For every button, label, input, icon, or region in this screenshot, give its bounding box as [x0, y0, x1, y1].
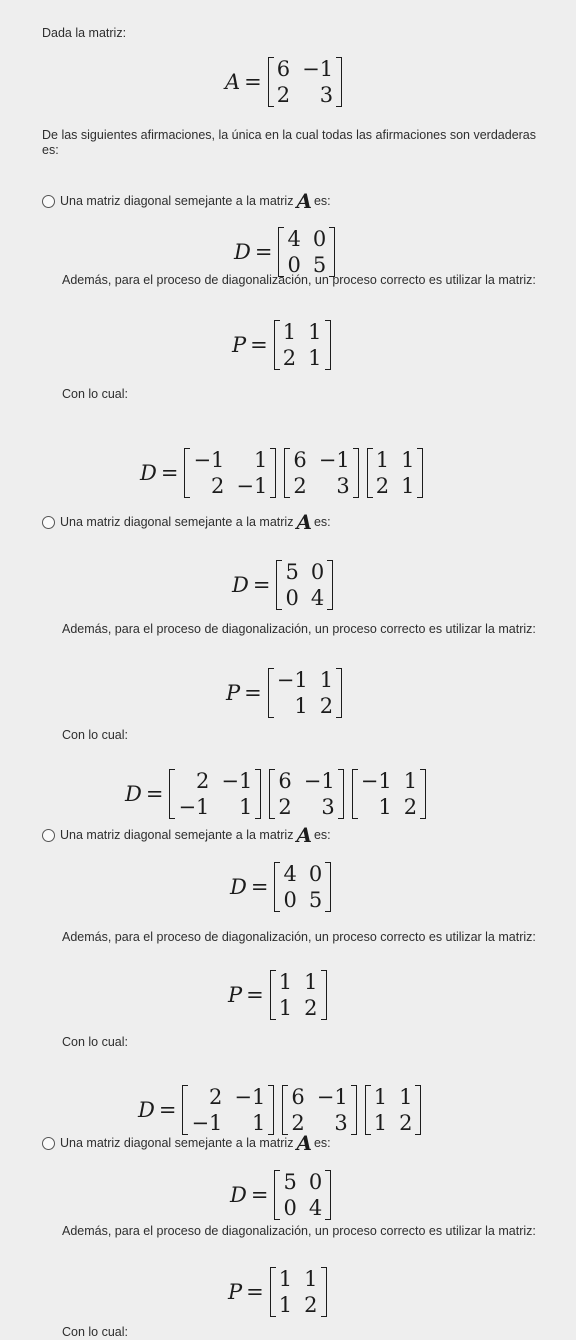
matrix-entry: 5 [283, 1170, 297, 1194]
diagonal-matrix-d [230, 862, 339, 912]
con-lo-cual-label: Con lo cual: [62, 728, 129, 742]
matrix-label: P [226, 681, 241, 705]
matrix-entry: 1 [278, 1267, 293, 1291]
matrix-a-symbol: A [296, 189, 312, 213]
matrix-entry: 1 [308, 346, 322, 370]
matrix-entry: 3 [319, 83, 334, 107]
process-statement: Además, para el proceso de diagonalización, un proceso correcto es utilizar la matriz: [62, 930, 536, 944]
equals-sign: = [250, 875, 269, 899]
matrix-a-symbol: A [296, 823, 312, 847]
matrix-entry: 3 [334, 1111, 348, 1135]
matrix-entry: 6 [293, 448, 307, 472]
equals-sign: = [158, 1098, 177, 1122]
matrix-label: P [228, 1280, 243, 1304]
equals-sign: = [250, 1183, 269, 1207]
matrix-entry: 2 [403, 795, 418, 819]
matrix [278, 227, 335, 277]
matrix [270, 1267, 327, 1317]
matrix-entry: 1 [282, 320, 297, 344]
equals-sign: = [145, 782, 164, 806]
matrix-entry: 1 [278, 970, 293, 994]
matrix [274, 1170, 331, 1220]
answer-option-3[interactable] [42, 823, 331, 847]
change-of-basis-matrix-p [228, 970, 335, 1020]
matrix [269, 769, 343, 819]
matrix-entry: 0 [287, 253, 301, 277]
matrix-entry: −1 [360, 769, 392, 793]
equals-sign: = [254, 240, 273, 264]
option-text: Una matriz diagonal semejante a la matriz [60, 194, 294, 208]
matrix-entry: 2 [319, 694, 334, 718]
matrix [274, 320, 331, 370]
matrix-entry: 1 [278, 996, 293, 1020]
matrix-entry: 5 [285, 560, 299, 584]
change-of-basis-matrix-p [226, 668, 350, 718]
diagonalization-product [140, 448, 431, 498]
matrix-label: D [140, 461, 157, 485]
equals-sign: = [244, 681, 262, 705]
matrix-a-symbol: A [296, 1131, 312, 1155]
matrix-entry: 5 [308, 888, 323, 912]
equals-sign: = [160, 461, 179, 485]
matrix-entry: 2 [278, 795, 292, 819]
matrix-entry: −1 [303, 769, 335, 793]
matrix-entry: 2 [399, 1111, 413, 1135]
option-text-suffix: es: [313, 1136, 331, 1150]
answer-option-1[interactable] [42, 189, 331, 213]
diagonal-matrix-d [234, 227, 343, 277]
matrix-label: P [228, 983, 243, 1007]
diagonal-matrix-d [230, 1170, 339, 1220]
matrix-entry: 4 [308, 1196, 323, 1220]
con-lo-cual-label: Con lo cual: [62, 1035, 129, 1049]
matrix-entry: 1 [319, 668, 334, 692]
equals-sign: = [250, 333, 268, 357]
matrix-entry: 1 [375, 448, 390, 472]
matrix-entry: 1 [239, 795, 253, 819]
matrix-entry: 1 [373, 1111, 388, 1135]
matrix-entry: 0 [308, 1170, 323, 1194]
process-statement: Además, para el proceso de diagonalización, un proceso correcto es utilizar la matriz: [62, 273, 536, 287]
matrix-a-symbol: A [296, 510, 312, 534]
matrix-entry: 2 [375, 474, 390, 498]
radio-button[interactable] [42, 1137, 55, 1150]
diagonal-matrix-d [232, 560, 341, 610]
matrix-entry: 2 [196, 769, 210, 793]
con-lo-cual-label: Con lo cual: [62, 1325, 129, 1339]
matrix-entry: −1 [276, 668, 308, 692]
option-text: Una matriz diagonal semejante a la matriz [60, 515, 294, 529]
matrix-entry: 0 [310, 560, 325, 584]
matrix [182, 1085, 274, 1135]
matrix-entry: 2 [291, 1111, 305, 1135]
matrix-entry: 1 [252, 1111, 266, 1135]
matrix-entry: 1 [401, 448, 415, 472]
matrix-entry: 5 [312, 253, 327, 277]
matrix-entry: 2 [276, 83, 291, 107]
matrix-entry: 6 [291, 1085, 305, 1109]
matrix-entry: 2 [304, 1293, 318, 1317]
matrix-entry: 1 [373, 1085, 388, 1109]
equals-sign: = [246, 983, 264, 1007]
matrix-label: D [230, 875, 247, 899]
matrix [365, 1085, 422, 1135]
matrix-a-label: A [225, 70, 241, 94]
matrix [268, 668, 342, 718]
equals-sign: = [244, 70, 262, 94]
matrix-entry: −1 [318, 448, 350, 472]
matrix-label: P [232, 333, 247, 357]
process-statement: Además, para el proceso de diagonalización, un proceso correcto es utilizar la matriz: [62, 622, 536, 636]
matrix-entry: −1 [316, 1085, 348, 1109]
matrix-label: D [232, 573, 249, 597]
radio-button[interactable] [42, 516, 55, 529]
question-statement: De las siguientes afirmaciones, la única en la cual todas las afirmaciones son verdaderas es: [42, 128, 537, 157]
matrix-entry: 1 [403, 769, 418, 793]
matrix-entry: 4 [310, 586, 325, 610]
matrix [270, 970, 327, 1020]
matrix-entry: 2 [304, 996, 318, 1020]
matrix-entry: 0 [312, 227, 327, 251]
matrix-label: D [138, 1098, 155, 1122]
equals-sign: = [252, 573, 271, 597]
matrix-entry: 0 [285, 586, 299, 610]
matrix-entry: 6 [278, 769, 292, 793]
matrix [284, 448, 358, 498]
matrix-entry: 1 [308, 320, 322, 344]
matrix-label: D [234, 240, 251, 264]
radio-button[interactable] [42, 195, 55, 208]
matrix [352, 769, 426, 819]
matrix-label: D [230, 1183, 247, 1207]
matrix-entry: 1 [401, 474, 415, 498]
matrix-entry: 1 [278, 1293, 293, 1317]
option-text-suffix: es: [313, 828, 331, 842]
matrix-entry: −1 [191, 1111, 223, 1135]
matrix-entry: −1 [234, 1085, 266, 1109]
matrix-entry: −1 [221, 769, 253, 793]
matrix-label: D [125, 782, 142, 806]
equals-sign: = [246, 1280, 264, 1304]
matrix-entry: 6 [276, 57, 291, 81]
option-text: Una matriz diagonal semejante a la matriz [60, 1136, 294, 1150]
matrix [282, 1085, 356, 1135]
matrix-entry: 4 [287, 227, 301, 251]
matrix-entry: 3 [321, 795, 335, 819]
matrix-entry: −1 [302, 57, 334, 81]
matrix-entry: 2 [209, 1085, 223, 1109]
option-text-suffix: es: [313, 515, 331, 529]
matrix-entry: 0 [283, 1196, 297, 1220]
diagonalization-product [138, 1085, 429, 1135]
matrix-entry: 3 [336, 474, 350, 498]
answer-option-4[interactable] [42, 1131, 331, 1155]
matrix-entry: 4 [283, 862, 297, 886]
given-matrix-label: Dada la matriz: [42, 26, 127, 40]
matrix-entry: −1 [178, 795, 210, 819]
matrix [169, 769, 261, 819]
matrix-entry: 1 [399, 1085, 413, 1109]
matrix-entry: 1 [304, 970, 318, 994]
radio-button[interactable] [42, 829, 55, 842]
matrix-entry: 2 [293, 474, 307, 498]
matrix-entry: −1 [193, 448, 225, 472]
change-of-basis-matrix-p [228, 1267, 335, 1317]
matrix-entry: 2 [211, 474, 225, 498]
matrix-entry: 1 [294, 694, 308, 718]
matrix-a [268, 57, 342, 107]
option-text-suffix: es: [313, 194, 331, 208]
option-text: Una matriz diagonal semejante a la matriz [60, 828, 294, 842]
answer-option-2[interactable] [42, 510, 331, 534]
matrix-entry: 0 [308, 862, 323, 886]
matrix-entry: 1 [378, 795, 392, 819]
matrix-entry: −1 [236, 474, 268, 498]
matrix-entry: 0 [283, 888, 297, 912]
matrix-a-equation [225, 57, 350, 107]
matrix [367, 448, 424, 498]
con-lo-cual-label: Con lo cual: [62, 387, 129, 401]
matrix-entry: 2 [282, 346, 297, 370]
diagonalization-product [125, 769, 434, 819]
change-of-basis-matrix-p [232, 320, 339, 370]
matrix [274, 862, 331, 912]
matrix [276, 560, 333, 610]
process-statement: Además, para el proceso de diagonalización, un proceso correcto es utilizar la matriz: [62, 1224, 536, 1238]
matrix [184, 448, 276, 498]
matrix-entry: 1 [254, 448, 268, 472]
matrix-entry: 1 [304, 1267, 318, 1291]
